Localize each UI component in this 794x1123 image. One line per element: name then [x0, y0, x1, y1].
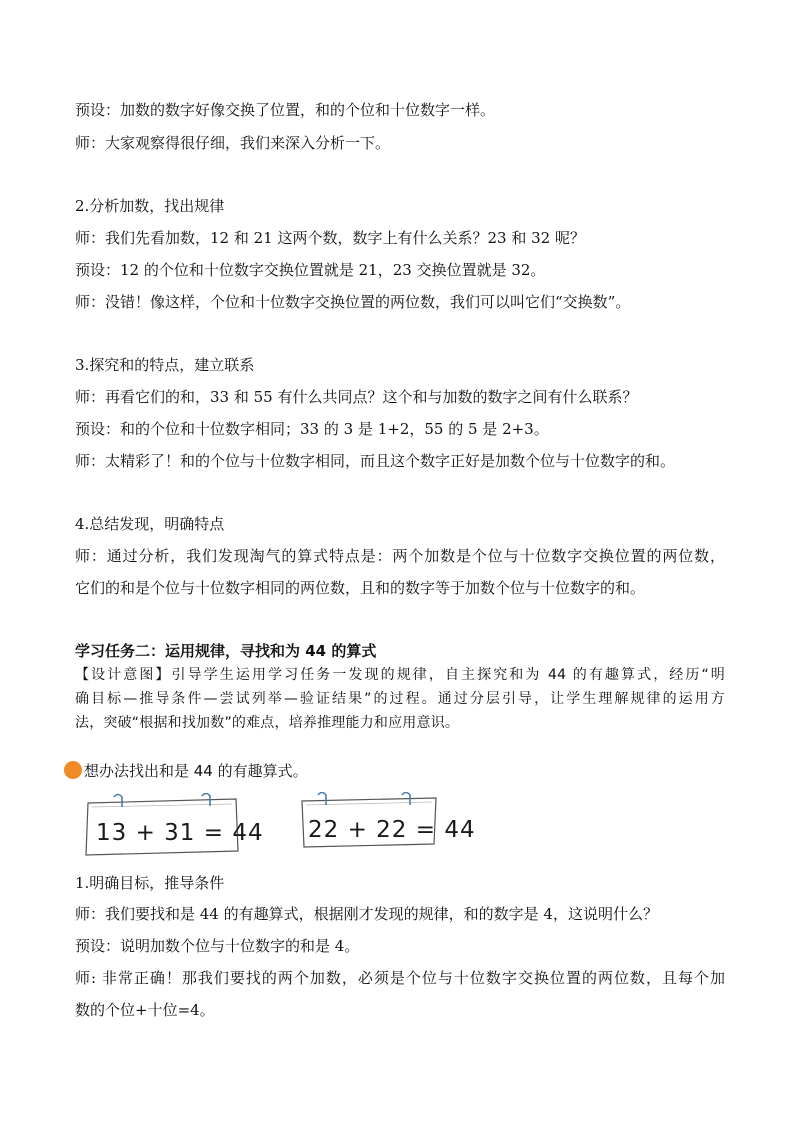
paragraph-line: 师：没错！像这样，个位和十位数字交换位置的两位数，我们可以叫它们“交换数”。 [75, 293, 631, 311]
task-prompt [64, 759, 308, 781]
design-intent-block [75, 663, 725, 735]
paragraph-line: 师：我们先看加数，12 和 21 这两个数，数字上有什么关系？23 和 32 呢？ [75, 229, 585, 247]
task-heading: 学习任务二：运用规律，寻找和为 44 的算式 [75, 642, 377, 660]
paragraph-line: 师：大家观察得很仔细，我们来深入分析一下。 [75, 134, 391, 152]
design-intent-line: 法，突破“根据和找加数”的难点，培养推理能力和应用意识。 [75, 715, 460, 731]
equation-text: 13 + 31 = 44 [96, 820, 264, 846]
paragraph-line: 师：太精彩了！和的个位与十位数字相同，而且这个数字正好是加数个位与十位数字的和。 [75, 452, 676, 470]
section-heading: 4.总结发现，明确特点 [75, 515, 225, 533]
paragraph-line: 师：再看它们的和，33 和 55 有什么共同点？这个和与加数的数字之间有什么联系？ [75, 388, 638, 406]
design-intent-line: 【设计意图】引导学生运用学习任务一发现的规律，自主探究和为 44 的有趣算式，经历“明 [75, 667, 725, 683]
design-intent-line: 确目标—推导条件—尝试列举—验证结果”的过程。通过分层引导，让学生理解规律的运用方 [75, 691, 725, 707]
section-heading: 3.探究和的特点，建立联系 [75, 356, 255, 374]
paragraph-line: 预设：说明加数个位与十位数字的和是 4。 [75, 937, 360, 955]
section-heading: 2.分析加数，找出规律 [75, 197, 225, 215]
equation-text: 22 + 22 = 44 [308, 817, 476, 843]
paragraph-line: 师: 非常正确！那我们要找的两个加数，必须是个位与十位数字交换位置的两位数，且每个加 [75, 969, 725, 987]
paragraph-line: 预设：和的个位和十位数字相同；33 的 3 是 1+2，55 的 5 是 2+3。 [75, 420, 549, 438]
orange-circle-icon [64, 761, 82, 779]
task-prompt-text: 想办法找出和是 44 的有趣算式。 [84, 761, 308, 780]
paragraph-line: 数的个位+十位=4。 [75, 1001, 215, 1019]
paragraph-line: 预设：加数的数字好像交换了位置，和的个位和十位数字一样。 [75, 101, 496, 119]
paragraph-line: 预设：12 的个位和十位数字交换位置就是 21，23 交换位置就是 32。 [75, 261, 546, 279]
paragraph-line: 它们的和是个位与十位数字相同的两位数，且和的数字等于加数个位与十位数字的和。 [75, 579, 646, 597]
section-heading: 1.明确目标，推导条件 [75, 874, 225, 892]
paragraph-line: 师：通过分析，我们发现淘气的算式特点是：两个加数是个位与十位数字交换位置的两位数， [75, 547, 725, 565]
paragraph-line: 师：我们要找和是 44 的有趣算式，根据刚才发现的规律，和的数字是 4，这说明什么？ [75, 905, 658, 923]
